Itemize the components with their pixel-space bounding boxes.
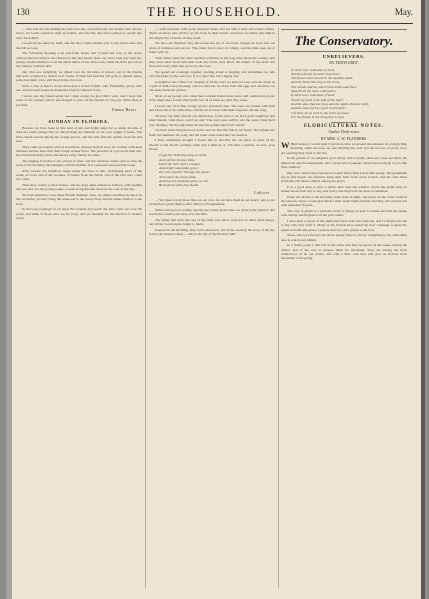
poem-line: And fill all the heart with peace. [291,89,337,94]
poem-line: And love the land that gives us rest [159,179,208,184]
poem-line: If earth were a dreamer, friend, [291,93,335,98]
poem-line: If earth were a dreamer, friend, [291,67,335,72]
paragraph: I never saw my friend again; but I shall always be glad that I went, and I hope that some of my readers will be encouraged to seek out the friends of long ago while there is yet time. [16,94,142,107]
paragraph-text: HAT nursery I could wish I had more time to recount the pleasure of a bright May morning, when the trees are just bursting into leaf and the flowers of every color are opening their buds to the sun. [281,142,407,155]
running-header [16,6,413,22]
paragraph: In the long evenings we sit upon the veranda and watch the stars come out over the water, and think of those who are far away, and are thankful for the mercies of another week. [16,207,142,220]
poem-line: Would we need to be told of the light? [291,97,344,102]
paragraph: — The east set rule dulling the next boat-day, and before the old steamer had left her doors, we found ourselves right in trouble, and the fine days that seemed so nearly due were far behind. [16,27,142,40]
poem-verse [159,153,269,187]
page-number: 130 [16,7,30,17]
paragraph: Because we have been in this land of sun and bright skies for so many months, it does not seem strange that we should keep the Sabbath as we were taught at home. The little church stands among the orange groves, and the bell calls the settlers from far and near. [16,125,142,143]
column-left [16,27,142,592]
drop-cap: W [281,140,290,151]
poem-line: And soft the breezes blow, [159,157,196,162]
paragraph: We have been living here ten years, and we feel that this is our home. The winters are mild, the summers are long, and the rains come when they are needed. [149,128,275,137]
paragraph: The singing is hearty if not always in tune, and the windows stand open so that the song of the mocking-bird mingles with the hymns. It is a pleasant and peaceful scene. [16,158,142,168]
poem-line: Beneath the pine-tree shade. [159,183,199,188]
paragraph: In the garden of our neighbor grow many choice plants; there are roses and lilies, the heliotrope and the mignonette, and a great bed of pansies whose faces look up at you like little children. [281,156,407,169]
paragraph: Their father takes the older children with him on his long rides about the country, and they learn more from him than from any book; they know the names of the birds and trees and every plant that grows by the road. [149,55,275,69]
paragraph: We have six children; they have been the joy of our lives, though we have had our share of sickness and sorrow. The oldest boy is now at college, and the little ones are at home with us. [149,41,275,54]
binding-edge [6,0,12,599]
paragraph: Such a visit as this is worth more than a dozen formal calls. Friendship grows with use, and the heart keeps its memories fresh for those it loves. [16,84,142,93]
article-subheading: Number Thirty-seven. [328,130,360,135]
paragraph: Our own conservatory has never looked better than it does this spring. The geraniums are in full bloom, the fuchsias hang their bells from every branch, and the calla lilies stand like tall white soldiers among the green. [281,170,407,184]
paragraph: I have kept a record of the plants that have done best with me, and I will give the list to any who may wish it. Many of my friends have asked me how I manage to keep my plants so fresh and green; I answer that it is only patience and love. [281,219,407,232]
paragraph: We spend our evenings together, reading aloud or singing, and sometimes we talk over the plans for the next day. It is a quiet life, but a happy one. [149,69,275,79]
paragraph: Lessons in the morning, play in the afternoon, and in the evening the story of the day told at the mother's knee — this is the life of the Florida child. [149,227,275,237]
paragraph: Most of our people who came here to make homes have done well; some have grown rich, others have found only health, but all of them are glad they came. [149,94,275,103]
poem-line: And the stars that are pure and bright? [291,106,346,111]
poem-line: O friend, let us trust in the truth we know, [291,110,350,115]
author-signature: Emma Bates. [112,108,138,113]
page-edge-shadow [421,0,425,599]
column-right [281,27,407,592]
article-heading: SUNDAY IN FLORIDA. [48,118,110,124]
poem-line: We walk together through the grove, [159,170,210,175]
poem-line: Upon the hills where oranges [159,161,201,166]
paragraph: I never saw such fine orange groves anywhere else. The trees are loaded with fruit and blossoms at the same time, and the air is sweet with their fragrance all day long. [149,104,275,113]
poem-line: The woods and the waters that smile and bless, [291,84,358,89]
newspaper-page [6,0,425,599]
paragraph: It is a good plan to have a small table near the window where the plants may be turned about from day to day, that every side may have its share of sunshine. [281,184,407,194]
paragraph: The following morning I set sail from home, and I found my way to the house without much trouble in the afternoon. She had hardly been out, and a lady was with her, giving careful attention to all the small duties of the sick-room, while the little girl sat by the window with her doll. [16,51,142,69]
section-masthead: The Conservatory. [281,29,407,52]
poem-line: And the days that are long and the nights that are brief, [291,101,369,106]
paragraph: In a future paper I will tell of the bulbs that may be grown in the house during the winter, and of the way to prepare them for blooming. They are among the most satisfactory of all our plants, and with a little care they will give us flowers from December until spring. [281,243,407,261]
paragraph: We have our little church; our children go to the school; we have good neighbors and kind friends; what more could we ask? The days pass swiftly and the years bring their own changes, but through them all runs the golden thread of content. [149,114,275,127]
paragraph: We have learned to love these Florida Sundays. They are unlike anything we knew in the old home, yet they bring the same rest to the weary body and the same comfort to the heart. [16,193,142,206]
article-byline: BY MRS. G. W. FLANDERS. [320,136,368,141]
poem-line: O gay the birds that sing so sweet, [159,153,208,158]
poem-byline: BY EDITH GREY. [329,61,359,66]
poem-heading: UNBELIEVERS. [322,54,366,59]
poem-line: And bright magnolias grow; [159,166,199,171]
paragraph: After service the neighbors linger under the trees to talk, exchanging news of the week, of crops and of the weather, of letters from the North, and of the sick who could not come. [16,168,142,182]
paragraph: Those who love flowers are never lonely; there is always something to do, something new to watch and admire. [281,233,407,242]
poem-verse [291,68,401,120]
author-signature: Laboret. [254,190,271,195]
paragraph: A neighbor has a fine cow; Sunday of all the days we keep for rest, and she sends us a pail of milk every morning, and we send her in return fruit and eggs and whatever we can spare from our garden. [149,79,275,93]
column-divider [278,28,279,588]
paragraph: When rain goes so swiftly, and the sun comes in the lake, we stand at the window and watch the clouds pass away over the hills. [149,207,275,217]
issue-month: May. [394,7,413,17]
section-divider [66,116,92,117]
poem-line: Would a dream be better than this? [291,71,341,76]
poem-line: The flowers that bloom in the meadow-land, [291,76,353,81]
header-rule [16,23,413,24]
poem-line: And the birds that sing in the trees, [291,80,340,85]
column-middle [149,27,275,592]
paragraph: Our visit was delightful; we talked over the old times at school, and of the friends that were scattered so widely now. Some of them had married and gone to distant states; some had died; a few still lived in the old town. [16,69,142,83]
poem-line: And watch the sunset fade, [159,174,197,179]
article-heading: FLORICULTURAL NOTES. [303,124,385,130]
section-divider [331,122,357,123]
paragraph: They come in wagons and on horseback, dressed in their best, the women with their children and the men with their rough, honest faces. The preacher is a good old man who has lived here many years and knows every family by name. [16,144,142,158]
paragraph: I have sometimes thought I would like to describe the old place to some of my friends at the North; perhaps some day I shall do it. Till then I remain, as ever, your friend. [149,138,275,151]
paragraph: I received the letter by mail, and felt that I must hasten over to my friend who had been ill so long. [16,41,142,50]
column-divider [145,28,146,588]
paragraph: Then they scatter to their homes, and the long quiet afternoon follows, with reading and rest and, for the young people, a walk along the lake shore in the cool of the day. [16,183,142,192]
paragraph: The ladies that have the care of the little ones know well how to make them happy, and all the world seems bright to them. [149,217,275,227]
poem-line: For the dream is the thing that is real. [291,114,345,119]
paragraph: — We must accept these lines as our own, for we have them in our hearts; and so we would have given them to Mrs. Rebecca Frankenstein. [149,197,275,207]
paragraph: The care of plants is a pleasant work; it brings us near to nature and fills the house with beauty and fragrance all the year round. [281,209,407,218]
paragraph: Water the plants in the morning rather than at night, and never let the water stand in the saucers. Once a week give them a little weak liquid manure and they will reward you with abundant flowers. [281,194,407,208]
paragraph: — well seasoned, with good, practical sense; and yet with a large and varied culture. There are those who wish to go far away in their travels, and there are many who find in the simple life of home all they need. [149,27,275,40]
publication-title: THE HOUSEHOLD. [147,5,282,19]
paragraph [281,142,407,155]
